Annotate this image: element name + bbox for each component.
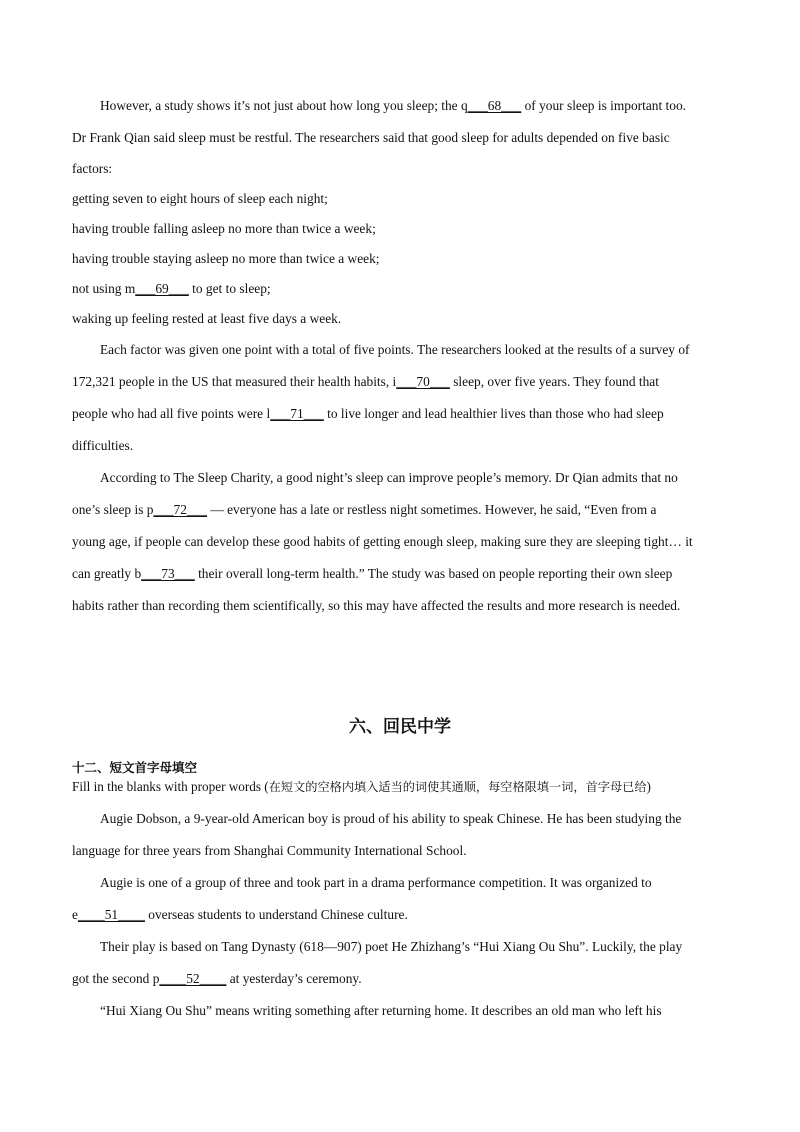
list-item: having trouble falling asleep no more than twice a week; bbox=[72, 221, 376, 236]
text-line bbox=[72, 899, 732, 931]
text-line bbox=[72, 558, 732, 590]
text-line: According to The Sleep Charity, a good night’s sleep can improve people’s memory. Dr Qian admits that no bbox=[100, 470, 678, 485]
text-line: habits rather than recording them scientifically, so this may have affected the results and more research is needed. bbox=[72, 598, 681, 613]
text-line: young age, if people can develop these good habits of getting enough sleep, making sure they are sleeping tight… it bbox=[72, 534, 693, 549]
blank-73[interactable]: ___73___ bbox=[141, 566, 195, 581]
text-segment: to get to sleep; bbox=[188, 281, 271, 296]
text-segment: got the second p bbox=[72, 971, 160, 986]
passage-2 bbox=[72, 803, 732, 1027]
blank-71[interactable]: ___71___ bbox=[270, 406, 324, 421]
text-segment: 172,321 people in the US that measured their health habits, i bbox=[72, 374, 397, 389]
section-title: 六、回民中学 bbox=[349, 717, 451, 737]
text-segment: — everyone has a late or restless night sometimes. However, he said, “Even from a bbox=[207, 502, 657, 517]
text-segment: people who had all five points were l bbox=[72, 406, 271, 421]
list-item bbox=[72, 274, 732, 304]
exercise-title: 十二、短文首字母填空 bbox=[72, 760, 198, 775]
blank-52[interactable]: ____52____ bbox=[159, 971, 227, 986]
list-item: getting seven to eight hours of sleep each night; bbox=[72, 191, 328, 206]
text-segment: at yesterday’s ceremony. bbox=[226, 971, 362, 986]
text-line bbox=[72, 366, 732, 398]
list-item: waking up feeling rested at least five days a week. bbox=[72, 311, 342, 326]
text-line: Each factor was given one point with a total of five points. The researchers looked at the results of a survey of bbox=[100, 342, 690, 357]
blank-69[interactable]: ___69___ bbox=[135, 281, 189, 296]
passage-1 bbox=[72, 90, 732, 622]
text-line bbox=[72, 963, 732, 995]
text-line: language for three years from Shanghai Community International School. bbox=[72, 843, 467, 858]
blank-72[interactable]: ___72___ bbox=[153, 502, 208, 517]
instructions bbox=[72, 778, 651, 795]
text-line: Augie Dobson, a 9-year-old American boy is proud of his ability to speak Chinese. He has been studying the bbox=[100, 811, 682, 826]
text-segment: e bbox=[72, 907, 78, 922]
text-segment: overseas students to understand Chinese culture. bbox=[144, 907, 408, 922]
list-item: having trouble staying asleep no more than twice a week; bbox=[72, 251, 380, 266]
text-segment: their overall long-term health.” The study was based on people reporting their own sleep bbox=[194, 566, 673, 581]
text-segment: not using m bbox=[72, 281, 136, 296]
text-segment: to live longer and lead healthier lives than those who had sleep bbox=[323, 406, 664, 421]
instructions-cn: 在短文的空格内填入适当的词使其通顺，每空格限填一词，首字母已给 bbox=[268, 780, 647, 794]
text-segment: one’s sleep is p bbox=[72, 502, 154, 517]
text-line: Their play is based on Tang Dynasty (618—907) poet He Zhizhang’s “Hui Xiang Ou Shu”. Luckily, the play bbox=[100, 939, 683, 954]
text-line bbox=[72, 494, 732, 526]
instructions-end: ) bbox=[646, 779, 651, 794]
text-segment: of your sleep is important too. bbox=[521, 98, 687, 113]
blank-68[interactable]: ___68___ bbox=[467, 98, 522, 113]
text-line: factors: bbox=[72, 161, 113, 176]
text-segment: However, a study shows it’s not just about how long you sleep; the q bbox=[100, 98, 468, 113]
text-line: Dr Frank Qian said sleep must be restful. The researchers said that good sleep for adults depended on five basic bbox=[72, 130, 670, 145]
blank-70[interactable]: ___70___ bbox=[396, 374, 450, 389]
instructions-en: Fill in the blanks with proper words ( bbox=[72, 779, 269, 794]
text-line: “Hui Xiang Ou Shu” means writing something after returning home. It describes an old man who left his bbox=[100, 1003, 662, 1018]
text-line: Augie is one of a group of three and took part in a drama performance competition. It was organized to bbox=[100, 875, 652, 890]
text-line: difficulties. bbox=[72, 438, 134, 453]
blank-51[interactable]: ____51____ bbox=[77, 907, 145, 922]
text-segment: sleep, over five years. They found that bbox=[449, 374, 659, 389]
text-segment: can greatly b bbox=[72, 566, 142, 581]
text-line bbox=[72, 398, 732, 430]
text-line bbox=[72, 90, 732, 122]
